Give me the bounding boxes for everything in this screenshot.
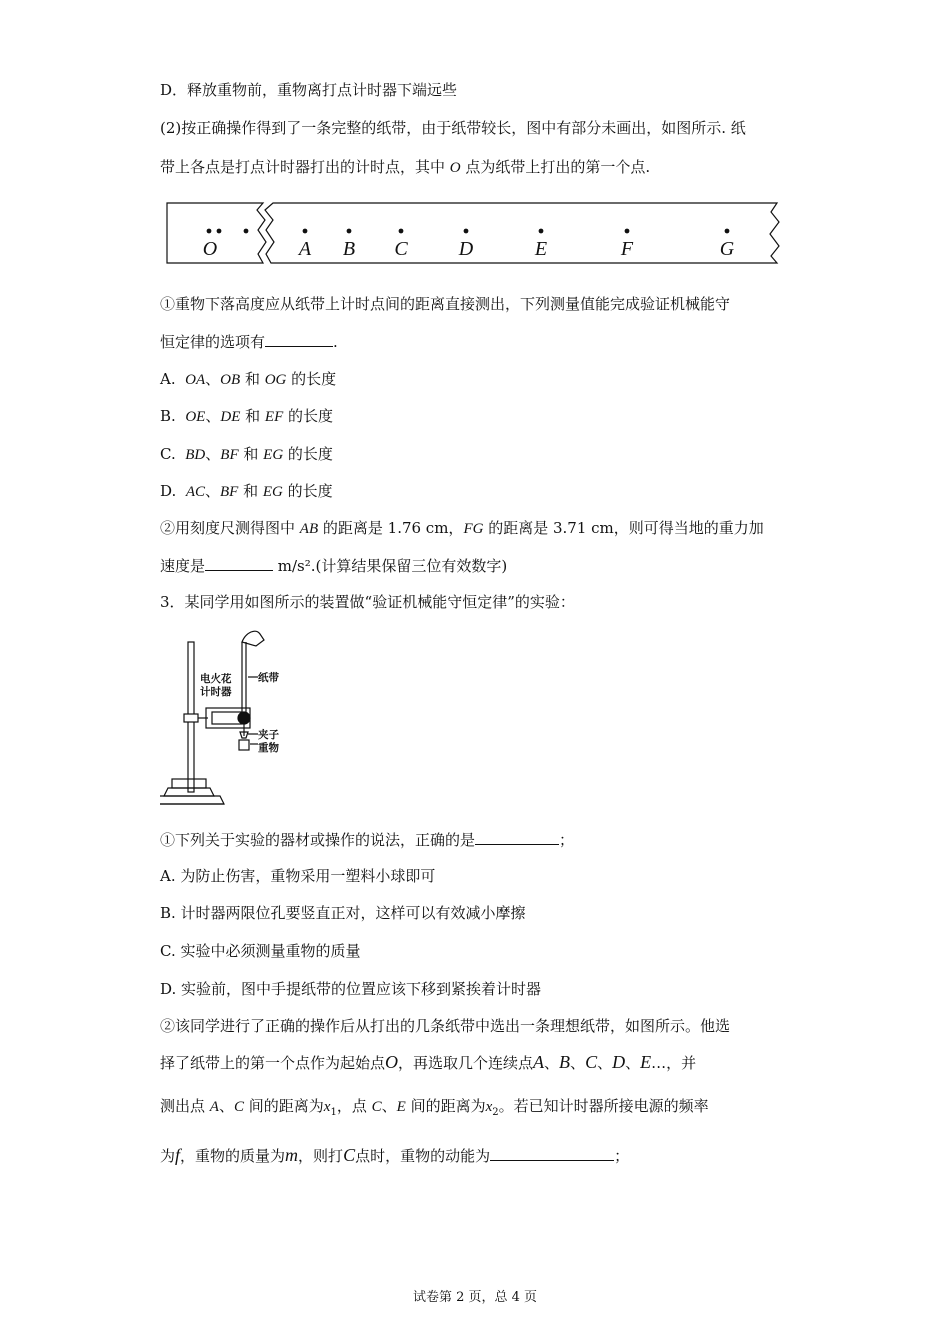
text: 、: [381, 1097, 397, 1115]
var: EG: [263, 447, 284, 463]
paper-tape-figure: [165, 198, 785, 268]
text: ，重物的质量为: [180, 1147, 286, 1165]
tape-label-e: E: [534, 238, 548, 260]
sub2-line1: [160, 518, 764, 539]
q3-option-a: A. 为防止伤害，重物采用一塑料小球即可: [160, 867, 436, 885]
spark-disc: [238, 712, 250, 724]
sep: 、: [205, 445, 221, 463]
subscript: 1: [330, 1107, 337, 1118]
sub1-line2: [160, 332, 338, 352]
sep: 和: [240, 407, 265, 425]
var-e: E: [640, 1052, 652, 1072]
q3-option-b: B. 计时器两限位孔要竖直正对，这样可以有效减小摩擦: [160, 904, 526, 922]
var: OB: [220, 372, 241, 388]
text: ；: [614, 1147, 630, 1165]
label-timer-1: 电火花: [200, 674, 232, 685]
var-x: x: [323, 1099, 331, 1115]
var-o: O: [449, 160, 461, 176]
sep: 、: [204, 482, 220, 500]
answer-blank[interactable]: [205, 556, 273, 571]
dot-o-3: [244, 229, 249, 234]
tape-label-b: B: [342, 238, 356, 260]
option-d: [160, 481, 333, 502]
sub1-line1: ①重物下落高度应从纸带上计时点间的距离直接测出，下列测量值能完成验证机械能守: [160, 295, 731, 313]
tape-label-a: A: [298, 238, 312, 260]
label-timer-2: 计时器: [200, 687, 232, 698]
text: m/s².(计算结果保留三位有效数字): [273, 557, 508, 575]
weight: [239, 740, 249, 750]
var-m: m: [285, 1145, 299, 1165]
sep: 、: [205, 370, 221, 388]
text: 点为纸带上打出的第一个点.: [460, 158, 651, 176]
q3-option-d: D. 实验前，图中手提纸带的位置应该下移到紧挨着计时器: [160, 980, 542, 998]
suffix: 的长度: [286, 370, 337, 388]
text: 带上各点是打点计时器打出的计时点，其中: [160, 158, 450, 176]
suffix: 的长度: [282, 482, 333, 500]
q3-sub2-line2: 择了纸带上的第一个点作为起始点O，再选取几个连续点A、B、C、D、E…，并: [160, 1052, 697, 1072]
var: BF: [220, 484, 239, 500]
dot-a: [303, 229, 308, 234]
suffix: 的长度: [283, 407, 334, 425]
tape-label-f: F: [620, 238, 634, 260]
dot-o-1: [207, 229, 212, 234]
var: AC: [185, 484, 205, 500]
dot-e: [539, 229, 544, 234]
var-f: f: [175, 1145, 181, 1165]
label-weight: 重物: [258, 743, 279, 754]
var-fg: FG: [463, 521, 484, 537]
answer-blank[interactable]: [265, 332, 333, 347]
table: [160, 796, 224, 804]
var-c: C: [343, 1145, 356, 1165]
sep: 和: [238, 445, 264, 463]
text: 、: [218, 1097, 234, 1115]
var-ab: AB: [299, 521, 319, 537]
q3-sub2-line3: [160, 1096, 709, 1123]
text: 为: [160, 1147, 176, 1165]
var-x: x: [485, 1099, 493, 1115]
dot-c: [399, 229, 404, 234]
sep: 和: [240, 370, 265, 388]
text: 速度是: [160, 557, 206, 575]
text: 。若已知计时器所接电源的频率: [498, 1097, 709, 1115]
text: ，点: [336, 1097, 372, 1115]
var: DE: [220, 409, 241, 425]
dot-b: [347, 229, 352, 234]
text: 的距离是 1.76 cm，: [318, 519, 464, 537]
option-letter: D.: [160, 482, 177, 500]
answer-blank[interactable]: [475, 830, 559, 845]
tape-label-d: D: [458, 238, 474, 260]
dot-g: [725, 229, 730, 234]
var: EG: [262, 484, 283, 500]
var-b: B: [559, 1052, 571, 1072]
text: …，并: [651, 1054, 697, 1072]
q3-sub2-line4: [160, 1145, 629, 1166]
var-d: D: [612, 1052, 626, 1072]
part2-intro-line2: [160, 157, 650, 178]
option-letter: A.: [160, 370, 176, 388]
tape-dots: [207, 229, 730, 234]
var: BF: [220, 447, 239, 463]
var: OE: [185, 409, 206, 425]
clamp: [184, 714, 198, 722]
text: 恒定律的选项有: [160, 333, 266, 351]
base-block: [172, 779, 206, 788]
option-letter: B.: [160, 407, 176, 425]
text: 测出点: [160, 1097, 210, 1115]
var-c: C: [233, 1099, 244, 1115]
q3-sub1: [160, 830, 574, 850]
text: 点时，重物的动能为: [355, 1147, 491, 1165]
part2-intro-line1: (2)按正确操作得到了一条完整的纸带，由于纸带较长，图中有部分未画出，如图所示. 纸: [160, 119, 746, 137]
dot-f: [625, 229, 630, 234]
text: 间的距离为: [243, 1097, 324, 1115]
option-c: [160, 444, 333, 465]
text: ①下列关于实验的器材或操作的说法，正确的是: [160, 831, 476, 849]
sub2-line2: [160, 556, 507, 576]
text: ，再选取几个连续点: [398, 1054, 534, 1072]
var: OA: [185, 372, 206, 388]
q3-sub2-line1: ②该同学进行了正确的操作后从打出的几条纸带中选出一条理想纸带，如图所示。他选: [160, 1017, 731, 1035]
label-tape: 纸带: [258, 673, 279, 684]
text: .: [333, 333, 338, 351]
var-a: A: [209, 1099, 219, 1115]
subscript: 2: [492, 1107, 499, 1118]
prev-option-d: D．释放重物前，重物离打点计时器下端远些: [160, 81, 458, 99]
sep: 和: [238, 482, 263, 500]
dot-o-2: [217, 229, 222, 234]
var: EF: [264, 409, 284, 425]
option-b: [160, 406, 333, 427]
var-e: E: [396, 1099, 406, 1115]
text: ；: [559, 831, 575, 849]
tape-label-g: G: [719, 238, 735, 260]
tape-label-c: C: [394, 238, 408, 260]
var-c: C: [371, 1099, 382, 1115]
option-letter: C.: [160, 445, 176, 463]
page-footer: 试卷第 2 页，总 4 页: [412, 1290, 538, 1305]
text: 的距离是 3.71 cm，则可得当地的重力加: [483, 519, 764, 537]
var-c: C: [585, 1052, 598, 1072]
answer-blank[interactable]: [490, 1146, 614, 1161]
var-a: A: [533, 1052, 545, 1072]
dot-d: [464, 229, 469, 234]
suffix: 的长度: [283, 445, 333, 463]
apparatus-figure: [160, 624, 300, 810]
label-clip: 夹子: [258, 730, 279, 741]
q3-option-c: C. 实验中必须测量重物的质量: [160, 942, 361, 960]
var: OG: [264, 372, 287, 388]
var: BD: [185, 447, 206, 463]
var-o: O: [385, 1052, 399, 1072]
text: ，则打: [298, 1147, 344, 1165]
text: 间的距离为: [405, 1097, 486, 1115]
text: 择了纸带上的第一个点作为起始点: [160, 1054, 386, 1072]
q3-title: 3．某同学用如图所示的装置做“验证机械能守恒定律”的实验：: [160, 593, 575, 611]
text: ②用刻度尺测得图中: [160, 519, 300, 537]
option-a: [160, 369, 336, 390]
sep: 、: [205, 407, 221, 425]
hand: [242, 631, 264, 646]
tape-label-o: O: [202, 238, 218, 260]
